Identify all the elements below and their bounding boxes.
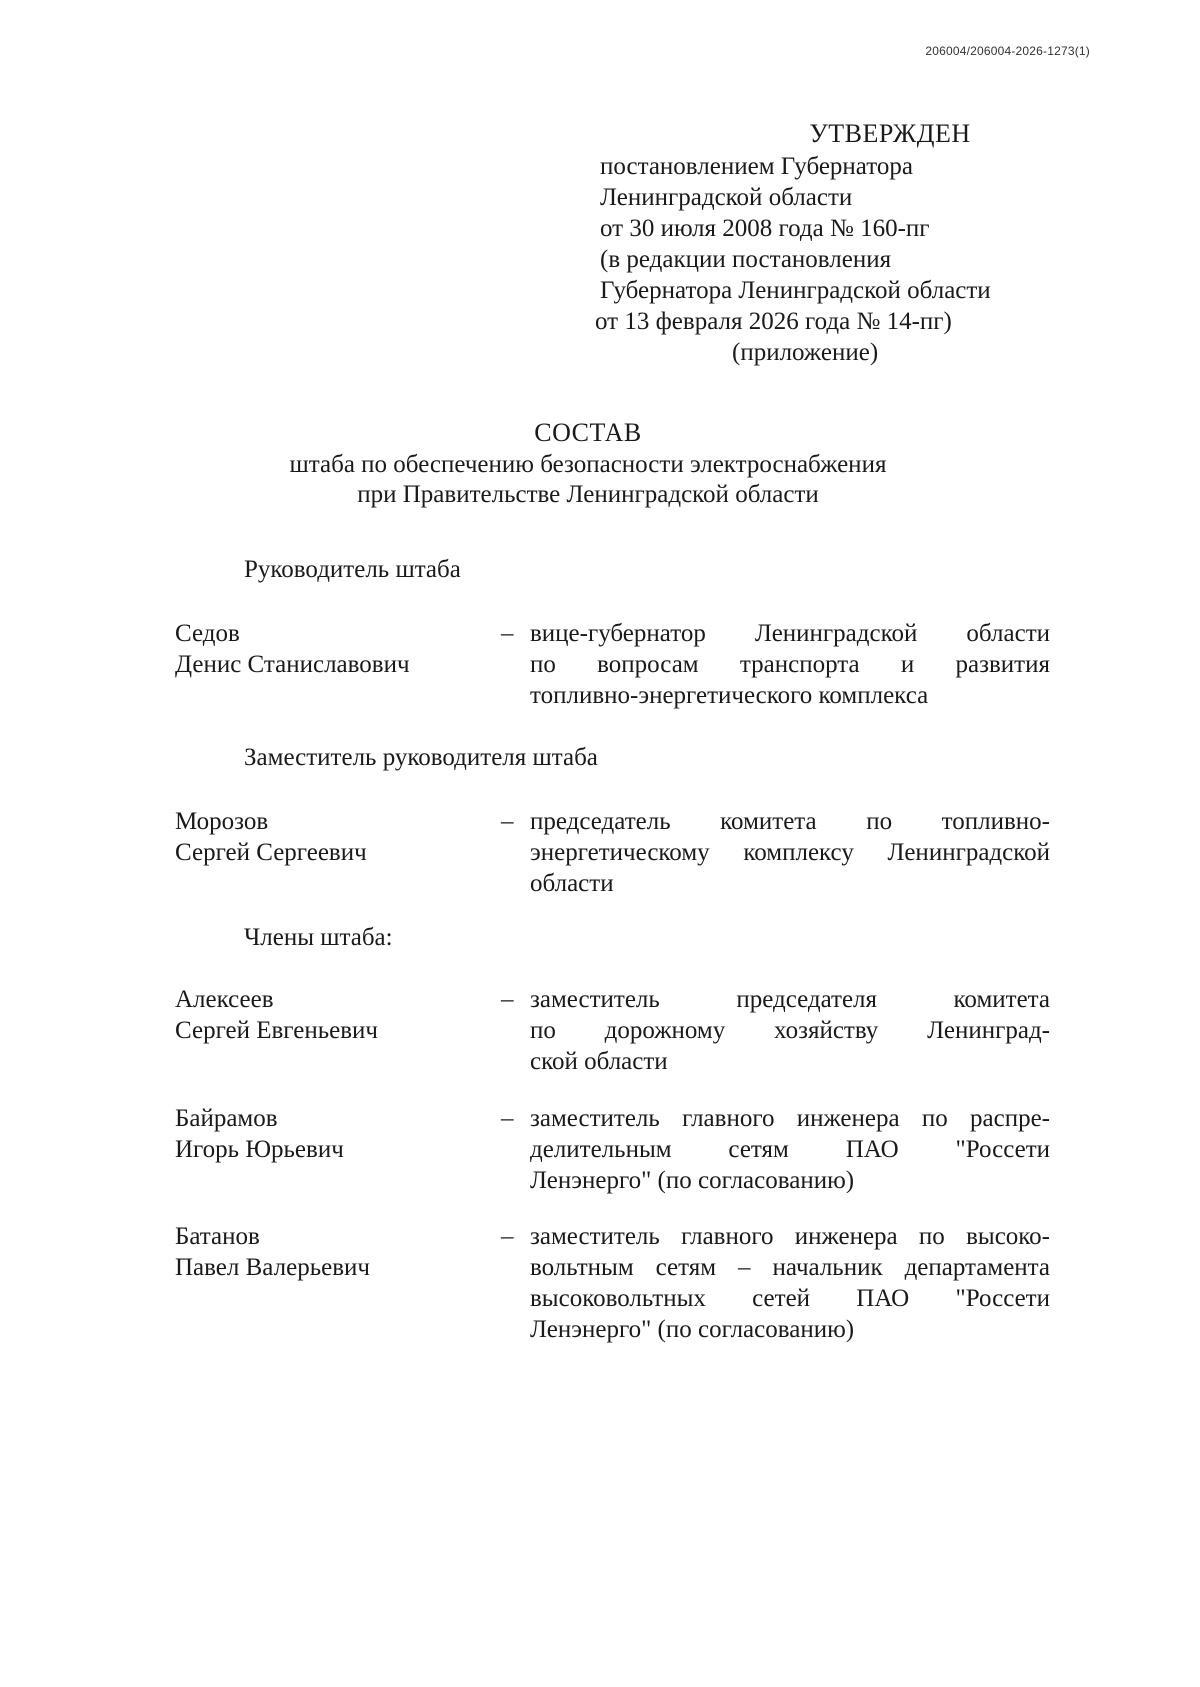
member-role — [530, 1221, 1050, 1345]
role-line: делительным сетям ПАО "Россети — [530, 1136, 1050, 1163]
dash-separator: – — [501, 1105, 514, 1132]
member-surname: Седов — [175, 620, 240, 647]
member-name — [175, 618, 495, 680]
role-line: заместитель главного инженера по распре- — [530, 1105, 1050, 1132]
member-role — [530, 984, 1050, 1077]
role-line: области — [530, 870, 614, 897]
role-line: Ленэнерго" (по согласованию) — [530, 1167, 855, 1194]
role-line: вице-губернатор Ленинградской области — [530, 620, 1050, 647]
approval-line: (приложение) — [732, 339, 879, 366]
role-line: топливно-энергетического комплекса — [530, 682, 929, 709]
dash-separator: – — [501, 986, 514, 1013]
member-role — [530, 1103, 1050, 1196]
member-given-name: Денис Станиславович — [175, 651, 410, 678]
approval-line: (в редакции постановления — [600, 246, 892, 273]
approval-line: от 30 июля 2008 года № 160-пг — [600, 215, 930, 242]
section-deputy-heading: Заместитель руководителя штаба — [244, 744, 598, 771]
member-name — [175, 1103, 495, 1165]
role-line: высоковольтных сетей ПАО "Россети — [530, 1285, 1050, 1312]
approval-line: постановлением Губернатора — [600, 153, 913, 180]
member-role — [530, 618, 1050, 711]
approval-line: Ленинградской области — [600, 184, 853, 211]
member-name — [175, 984, 495, 1046]
member-name — [175, 806, 495, 868]
member-given-name: Игорь Юрьевич — [175, 1136, 344, 1163]
role-line: по вопросам транспорта и развития — [530, 651, 1050, 678]
dash-separator: – — [501, 620, 514, 647]
member-surname: Батанов — [175, 1223, 260, 1250]
section-head-heading: Руководитель штаба — [244, 556, 461, 583]
document-title — [0, 418, 1176, 510]
approval-block — [595, 118, 1070, 368]
member-given-name: Сергей Евгеньевич — [175, 1017, 378, 1044]
role-line: заместитель председателя комитета — [530, 986, 1050, 1013]
dash-separator: – — [501, 1223, 514, 1250]
role-line: заместитель главного инженера по высоко- — [530, 1223, 1050, 1250]
member-surname: Байрамов — [175, 1105, 278, 1132]
title-line: при Правительстве Ленинградской области — [357, 481, 819, 508]
approval-heading: УТВЕРЖДЕН — [809, 119, 971, 148]
approval-line: Губернатора Ленинградской области — [600, 277, 991, 304]
member-name — [175, 1221, 495, 1283]
section-members-heading: Члены штаба: — [244, 924, 393, 951]
member-given-name: Павел Валерьевич — [175, 1254, 370, 1281]
document-number: 206004/206004-2026-1273(1) — [925, 44, 1090, 58]
role-line: ской области — [530, 1048, 668, 1075]
dash-separator: – — [501, 808, 514, 835]
role-line: председатель комитета по топливно- — [530, 808, 1050, 835]
member-role — [530, 806, 1050, 899]
member-given-name: Сергей Сергеевич — [175, 839, 367, 866]
role-line: энергетическому комплексу Ленинградской — [530, 839, 1050, 866]
role-line: вольтным сетям – начальник департамента — [530, 1254, 1050, 1281]
role-line: Ленэнерго" (по согласованию) — [530, 1316, 855, 1343]
title-line: штаба по обеспечению безопасности электроснабжения — [289, 451, 887, 478]
member-surname: Алексеев — [175, 986, 274, 1013]
title-main: СОСТАВ — [534, 418, 642, 447]
role-line: по дорожному хозяйству Ленинград- — [530, 1017, 1050, 1044]
approval-line: от 13 февраля 2026 года № 14-пг) — [595, 308, 952, 335]
member-surname: Морозов — [175, 808, 269, 835]
